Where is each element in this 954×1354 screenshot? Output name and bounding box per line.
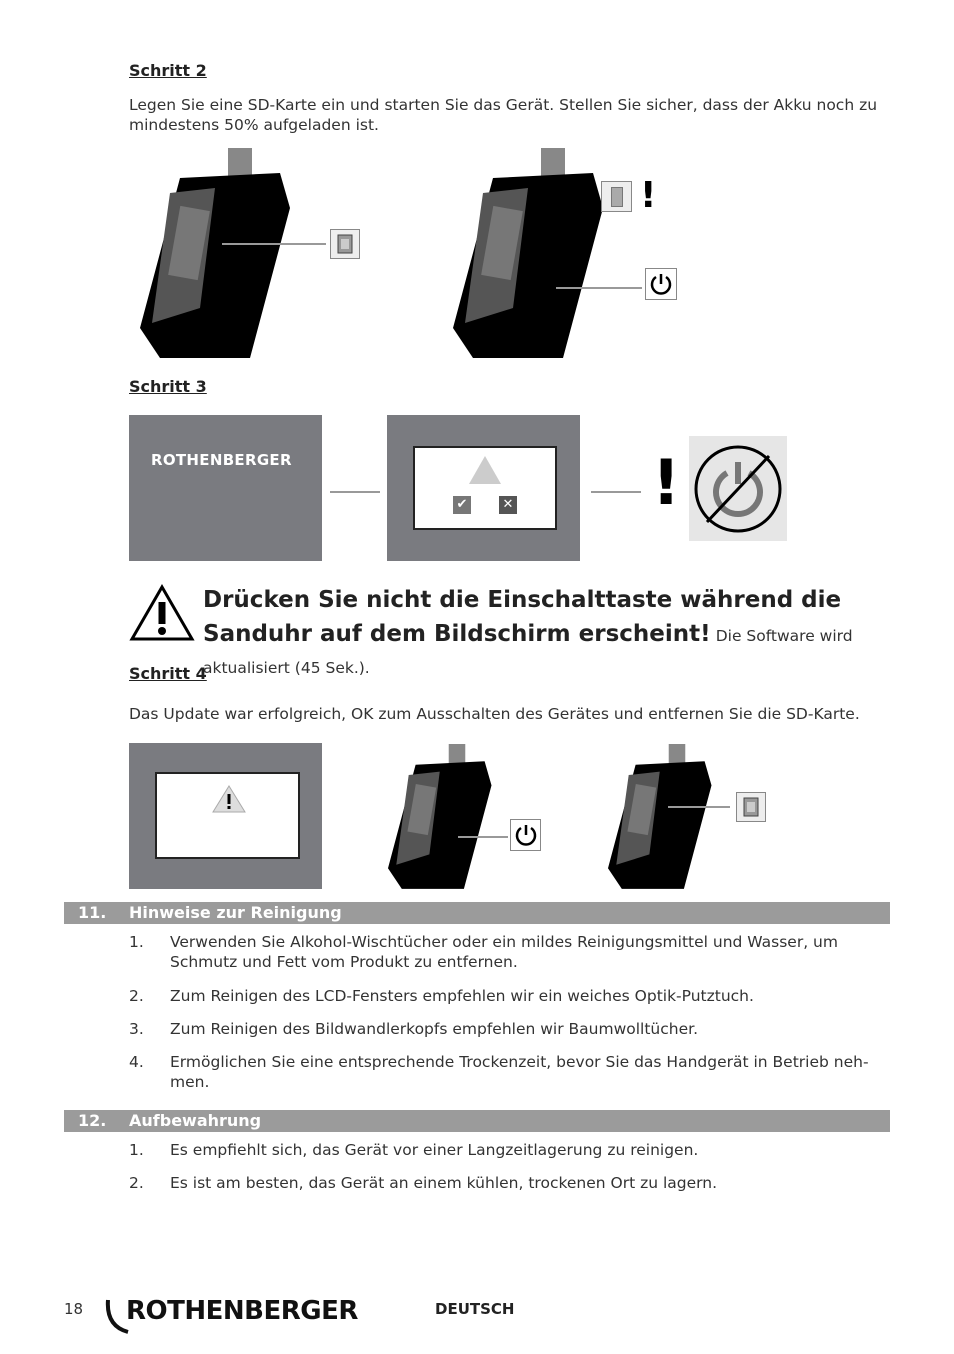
warning-text — [203, 584, 903, 684]
list-item — [129, 1019, 869, 1039]
exclamation-icon: ! — [652, 446, 681, 519]
no-power-icon — [689, 436, 787, 541]
device-power-off-image — [388, 744, 498, 889]
hourglass-warning-icon — [469, 456, 501, 484]
list-item — [129, 932, 869, 972]
step2-title: Schritt 2 — [129, 61, 207, 80]
screen-logo: ROTHENBERGER — [151, 451, 292, 469]
step4-title: Schritt 4 — [129, 664, 207, 683]
warning-triangle-icon — [129, 584, 195, 642]
power-icon — [645, 268, 677, 300]
arrow — [668, 806, 730, 808]
sd-card-icon — [736, 792, 766, 822]
item-number: 1. — [129, 933, 144, 951]
exclamation-icon: ! — [640, 175, 657, 216]
section-header-cleaning — [64, 902, 890, 924]
update-screen — [387, 415, 580, 561]
list-item — [129, 986, 869, 1006]
item-text: Zum Reinigen des LCD-Fensters empfehlen wir ein weiches Optik-Putztuch. — [170, 987, 754, 1005]
warning-icon — [211, 784, 247, 814]
step2-text: Legen Sie eine SD-Karte ein und starten Sie das Gerät. Stellen Sie sicher, dass der Akku noch zu mindestens 50% aufgeladen ist. — [129, 96, 878, 134]
check-icon: ✔ — [453, 496, 471, 514]
warning-bold: Drücken Sie nicht die Einschalttaste während die Sanduhr auf dem Bildschirm erscheint! — [203, 587, 842, 647]
success-dialog — [155, 772, 300, 859]
page-number: 18 — [64, 1300, 84, 1318]
item-number: 2. — [129, 1174, 144, 1192]
arrow — [458, 836, 508, 838]
boot-screen — [129, 415, 322, 561]
cancel-x-icon: ✕ — [499, 496, 517, 514]
device-sd-slot-image — [140, 148, 300, 360]
item-number: 1. — [129, 1141, 144, 1159]
sd-card-icon — [330, 229, 360, 259]
item-text: Verwenden Sie Alkohol-Wischtücher oder ein mildes Reinigungsmittel und Wasser, um Schmutz und Fett vom Produkt zu entfernen. — [170, 933, 838, 971]
section-number: 12. — [78, 1111, 107, 1130]
item-text: Zum Reinigen des Bildwandlerkopfs empfehlen wir Baumwolltücher. — [170, 1020, 699, 1038]
item-text: Ermöglichen Sie eine entsprechende Trockenzeit, bevor Sie das Handgerät in Betrieb neh-men. — [170, 1053, 869, 1091]
item-text: Es ist am besten, das Gerät an einem kühlen, trockenen Ort zu lagern. — [170, 1174, 718, 1192]
arrow — [330, 491, 380, 493]
arrow — [222, 243, 326, 245]
item-number: 3. — [129, 1020, 144, 1038]
item-number: 2. — [129, 987, 144, 1005]
success-screen — [129, 743, 322, 889]
item-text: Es empfiehlt sich, das Gerät vor einer Langzeitlagerung zu reinigen. — [170, 1141, 699, 1159]
battery-icon — [601, 181, 632, 212]
section-number: 11. — [78, 903, 107, 922]
item-number: 4. — [129, 1053, 144, 1071]
step4-text: Das Update war erfolgreich, OK zum Ausschalten des Gerätes und entfernen Sie die SD-Karte. — [129, 705, 860, 723]
update-dialog — [413, 446, 557, 530]
device-power-image — [453, 148, 613, 360]
arrow — [591, 491, 641, 493]
section-title: Hinweise zur Reinigung — [129, 903, 342, 922]
step3-title: Schritt 3 — [129, 377, 207, 396]
section-title: Aufbewahrung — [129, 1111, 262, 1130]
arrow — [556, 287, 642, 289]
section-header-storage — [64, 1110, 890, 1132]
warning-normal: Die Software wird aktualisiert (45 Sek.). — [203, 627, 853, 677]
footer-language: DEUTSCH — [435, 1300, 515, 1318]
footer-brand: ROTHENBERGER — [126, 1296, 358, 1326]
power-icon — [510, 819, 541, 851]
list-item — [129, 1052, 869, 1092]
list-item — [129, 1140, 869, 1160]
device-remove-sd-image — [608, 744, 718, 889]
list-item — [129, 1173, 869, 1193]
